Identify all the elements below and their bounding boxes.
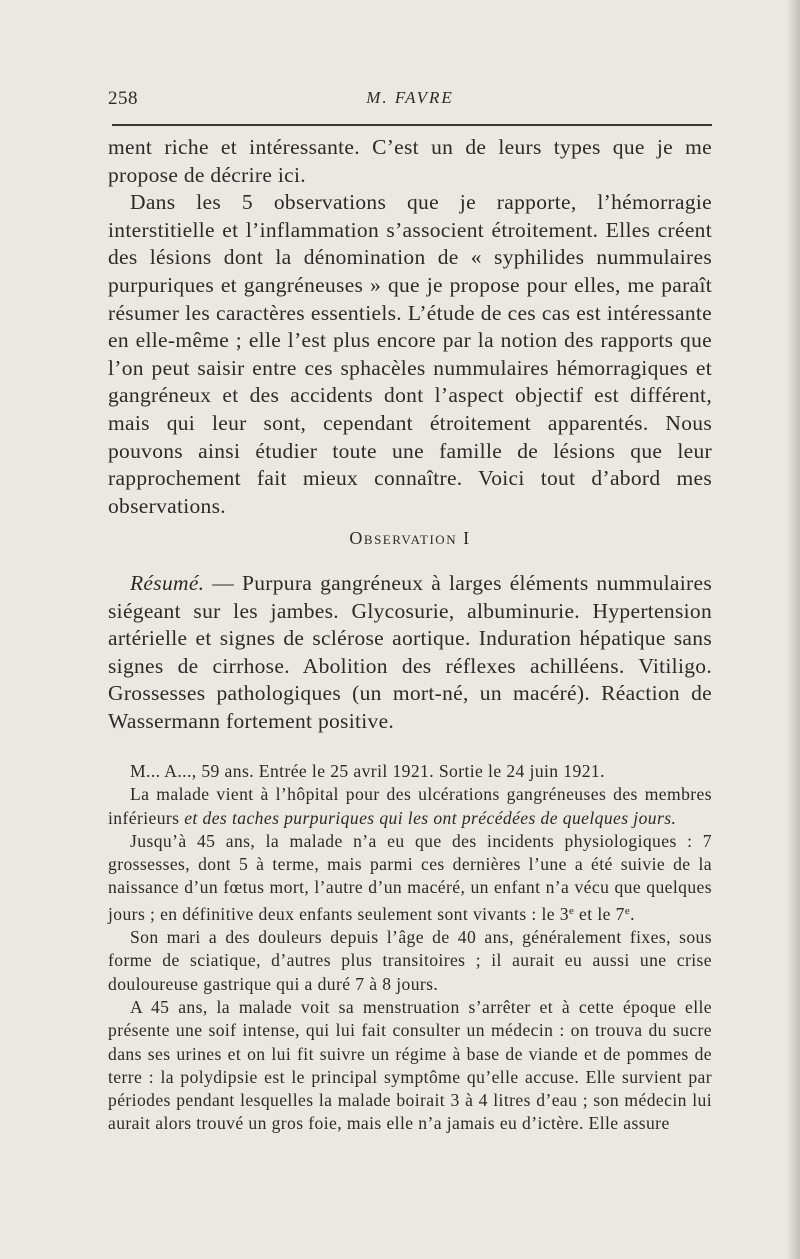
intro-paragraph-2: Dans les 5 observations que je rapporte, l’hémorragie interstitielle et l’inflammation s’associent étroitement. Elles créent des lésions dont la dénomination de « syphilides nummulaires purpuriques et gangréneuses » que je propose pour elles, me paraît résumer les caractères essentiels. L’étude de ces cas est intéressante en elle-même ; elle l’est plus encore par la notion des rapports que l’on peut saisir entre ces sphacèles nummulaires hémorragiques et gangréneux et des accidents dont l’aspect objectif est différent, mais qui leur sont, cependant étroitement apparentés. Nous pouvons ainsi étudier toute une famille de lésions que leur rapprochement fait mieux connaître. Voici tout d’abord mes observations. (108, 190, 712, 518)
case-paragraph-1: M... A..., 59 ans. Entrée le 25 avril 1921. Sortie le 24 juin 1921. (130, 761, 605, 781)
summary-label: Résumé. (130, 571, 205, 595)
page-header (108, 88, 712, 112)
case-paragraph-2-text: La malade vient à l’hôpital pour des ulcérations gangréneuses des membres inférieurs (108, 784, 712, 828)
intro-text (108, 134, 712, 520)
observation-title: Observation I (349, 528, 471, 548)
case-text (108, 760, 712, 1136)
header-rule (112, 124, 712, 126)
case-paragraph-2 (108, 783, 712, 830)
case-paragraph-3 (108, 830, 712, 926)
page-edge-shadow (786, 0, 800, 1259)
intro-paragraph-1: ment riche et intéressante. C’est un de leurs types que je me propose de décrire ici. (108, 135, 712, 187)
superscript-e-2: e (624, 904, 631, 917)
page-number: 258 (108, 88, 138, 109)
summary-text: — Purpura gangréneux à larges éléments nummulaires siégeant sur les jambes. Glycosurie, albuminurie. Hypertension artérielle et signes de sclérose aortique. Induration hépatique sans signes de cirrhose. Abolition des réflexes achilléens. Vitiligo. Grossesses pathologiques (un mort-né, un macéré). Réaction de Wassermann fortement positive. (108, 571, 712, 733)
case-paragraph-3-text: Jusqu’à 45 ans, la malade n’a eu que des incidents physiologiques : 7 grossesses, dont 5 à terme, mais parmi ces dernières l’une a été suivie de la naissance d’un fœtus mort, l’autre d’un macéré, un enfant n’a vécu que quelques jours ; en définitive deux enfants seulement sont vivants : le 3 (108, 830, 712, 924)
running-head: M. FAVRE (366, 88, 454, 107)
case-paragraph-5: A 45 ans, la malade voit sa menstruation s’arrêter et à cette époque elle présente une soif intense, qui lui fait consulter un médecin : on trouva du sucre dans ses urines et on lui fit suivre un régime à base de viande et de pommes de terre : la polydipsie est le principal symptôme qu’elle accuse. Elle survient par périodes pendant lesquelles la malade boirait 3 à 4 litres d’eau ; son médecin lui aurait alors trouvé un gros foie, mais elle n’a jamais eu d’ictère. Elle assure (108, 996, 712, 1134)
case-paragraph-4: Son mari a des douleurs depuis l’âge de 40 ans, généralement fixes, sous forme de sciatique, d’autres plus transitoires ; il aurait eu aussi une crise douloureuse gastrique qui a duré 7 à 8 jours. (108, 927, 712, 994)
case-paragraph-2-emphasis: et des taches purpuriques qui les ont précédées de quelques jours. (184, 807, 677, 828)
superscript-e-1: e (568, 904, 575, 917)
case-paragraph-3-mid: et le 7 (574, 903, 625, 924)
observation-summary (108, 570, 712, 736)
case-paragraph-3-end: . (630, 903, 635, 924)
